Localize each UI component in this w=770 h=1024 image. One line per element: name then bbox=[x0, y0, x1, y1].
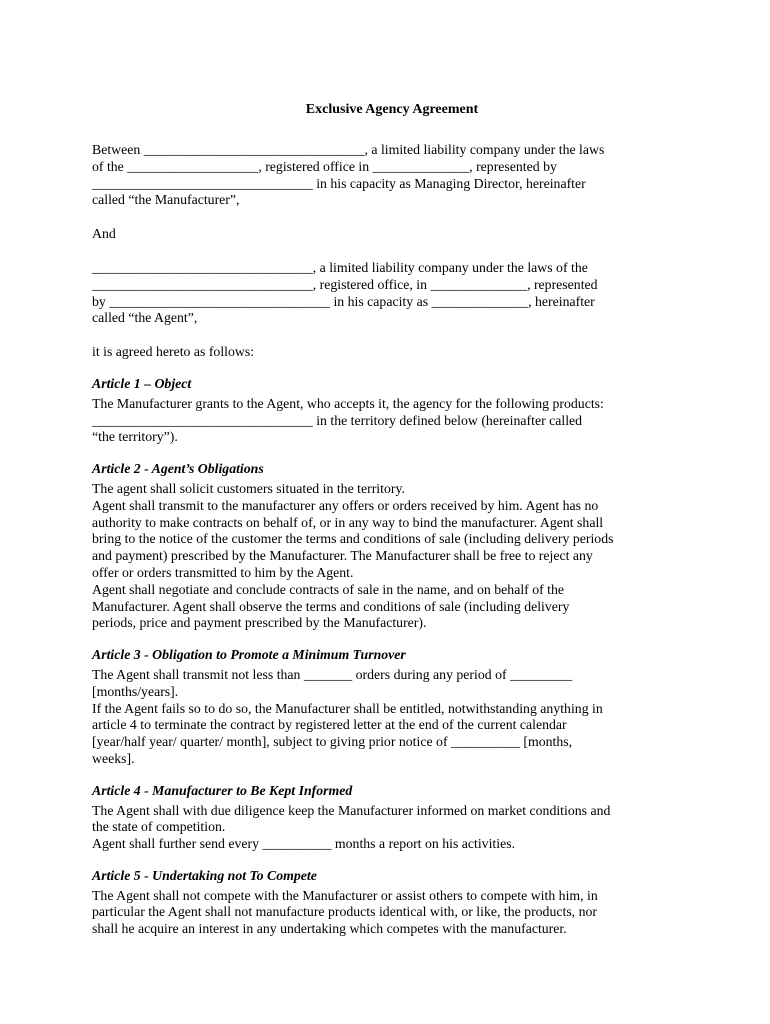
paragraph-line: Agent shall negotiate and conclude contracts of sale in the name, and on behalf of the bbox=[92, 581, 564, 597]
paragraph-line: The Manufacturer grants to the Agent, who accepts it, the agency for the following products: bbox=[92, 395, 604, 411]
paragraph-line: bring to the notice of the customer the terms and conditions of sale (including delivery periods bbox=[92, 531, 614, 547]
article-body bbox=[92, 888, 692, 938]
paragraph-line: ________________________________ in the territory defined below (hereinafter called bbox=[92, 412, 583, 428]
paragraph-line: The Agent shall with due diligence keep the Manufacturer informed on market conditions and bbox=[92, 802, 611, 818]
paragraph-line: “the territory”). bbox=[92, 429, 178, 445]
paragraph-line: particular the Agent shall not manufacture products identical with, or like, the products, nor bbox=[92, 904, 597, 920]
article-body bbox=[92, 481, 692, 632]
article-heading: Article 3 - Obligation to Promote a Minimum Turnover bbox=[92, 647, 406, 663]
article-heading: Article 5 - Undertaking not To Compete bbox=[92, 867, 317, 883]
paragraph-line: ________________________________ in his capacity as Managing Director, hereinafter bbox=[92, 175, 586, 191]
article-heading: Article 2 - Agent’s Obligations bbox=[92, 461, 264, 477]
agreement-page bbox=[92, 100, 692, 938]
paragraph-line: of the ___________________, registered office in ______________, represented by bbox=[92, 158, 557, 174]
paragraph-line: The Agent shall not compete with the Manufacturer or assist others to compete with him, in bbox=[92, 887, 598, 903]
article-body bbox=[92, 667, 692, 768]
paragraph-line: If the Agent fails so to do so, the Manufacturer shall be entitled, notwithstanding anything in bbox=[92, 700, 603, 716]
document-title: Exclusive Agency Agreement bbox=[305, 102, 479, 117]
article-heading: Article 4 - Manufacturer to Be Kept Informed bbox=[92, 782, 353, 798]
article-heading: Article 1 – Object bbox=[92, 375, 192, 391]
paragraph-line: called “the Agent”, bbox=[92, 310, 198, 326]
agent-party-paragraph bbox=[92, 260, 692, 327]
paragraph-line: the state of competition. bbox=[92, 819, 226, 835]
article-5 bbox=[92, 868, 692, 938]
paragraph-line: and payment) prescribed by the Manufacturer. The Manufacturer shall be free to reject any bbox=[92, 548, 593, 564]
article-2 bbox=[92, 461, 692, 632]
paragraph-line: periods, price and payment prescribed by the Manufacturer). bbox=[92, 615, 427, 631]
paragraph-line: authority to make contracts on behalf of, or in any way to bind the manufacturer. Agent shall bbox=[92, 514, 604, 530]
article-3 bbox=[92, 647, 692, 768]
article-body bbox=[92, 396, 692, 446]
paragraph-line: ________________________________, a limited liability company under the laws of the bbox=[92, 259, 588, 275]
and-label: And bbox=[92, 226, 116, 242]
paragraph-line: The Agent shall transmit not less than _______ orders during any period of _________ bbox=[92, 666, 573, 682]
paragraph-line: called “the Manufacturer”, bbox=[92, 192, 240, 208]
article-4 bbox=[92, 783, 692, 853]
paragraph-line: by ________________________________ in his capacity as ______________, hereinafter bbox=[92, 293, 595, 309]
paragraph-line: article 4 to terminate the contract by registered letter at the end of the current calendar bbox=[92, 717, 567, 733]
paragraph-line: [year/half year/ quarter/ month], subject to giving prior notice of __________ [months, bbox=[92, 734, 573, 750]
paragraph-line: Manufacturer. Agent shall observe the terms and conditions of sale (including delivery bbox=[92, 598, 570, 614]
paragraph-line: [months/years]. bbox=[92, 683, 179, 699]
paragraph-line: Agent shall further send every __________ months a report on his activities. bbox=[92, 836, 516, 852]
paragraph-line: Agent shall transmit to the manufacturer any offers or orders received by him. Agent has no bbox=[92, 497, 599, 513]
article-body bbox=[92, 803, 692, 853]
paragraph-line: shall he acquire an interest in any undertaking which competes with the manufacturer. bbox=[92, 921, 567, 937]
paragraph-line: weeks]. bbox=[92, 750, 135, 766]
paragraph-line: The agent shall solicit customers situated in the territory. bbox=[92, 480, 405, 496]
article-1 bbox=[92, 376, 692, 446]
manufacturer-party-paragraph bbox=[92, 142, 692, 209]
agreed-statement: it is agreed hereto as follows: bbox=[92, 344, 255, 360]
paragraph-line: ________________________________, registered office, in ______________, represented bbox=[92, 276, 598, 292]
paragraph-line: Between ________________________________, a limited liability company under the laws bbox=[92, 142, 605, 157]
paragraph-line: offer or orders transmitted to him by the Agent. bbox=[92, 564, 354, 580]
